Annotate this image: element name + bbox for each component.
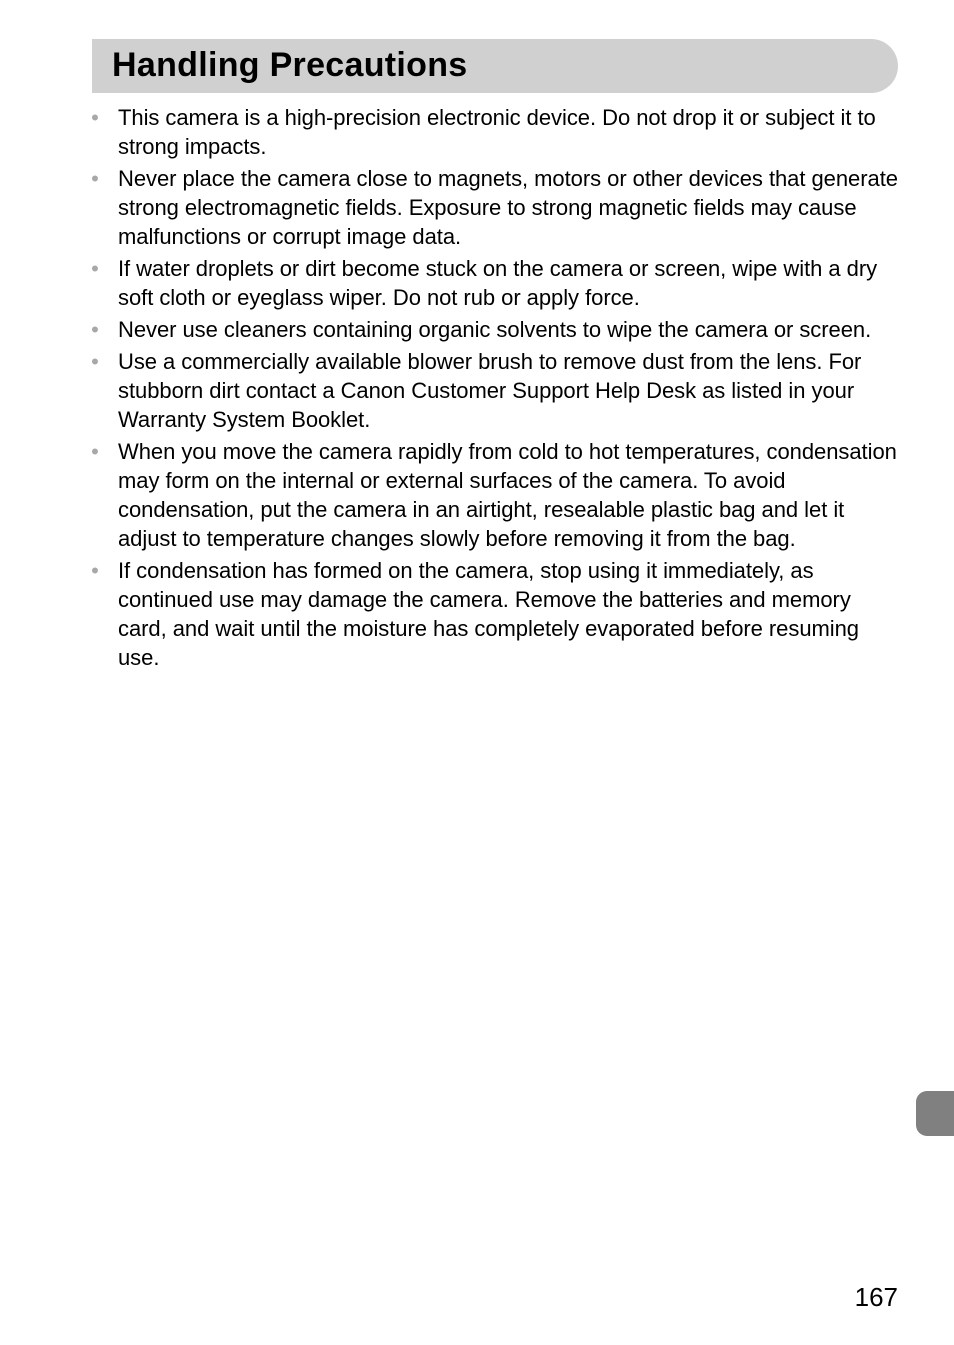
list-item-text: This camera is a high-precision electronic device. Do not drop it or subject it to strong impacts. bbox=[118, 105, 876, 159]
page-number: 167 bbox=[854, 1282, 898, 1312]
list-item-text: Use a commercially available blower brush to remove dust from the lens. For stubborn dirt contact a Canon Customer Support Help Desk as listed in your Warranty System Booklet. bbox=[118, 349, 862, 432]
list-item-text: When you move the camera rapidly from cold to hot temperatures, condensation may form on the internal or external surfaces of the camera. To avoid condensation, put the camera in an airtight, resealable plastic bag and let it adjust to temperature changes slowly before removing it from the bag. bbox=[118, 439, 897, 551]
bullet-icon: • bbox=[91, 317, 99, 342]
list-item-text: If water droplets or dirt become stuck on the camera or screen, wipe with a dry soft cloth or eyeglass wiper. Do not rub or apply force. bbox=[118, 256, 878, 310]
list-item-text: If condensation has formed on the camera, stop using it immediately, as continued use may damage the camera. Remove the batteries and memory card, and wait until the moisture has completely evaporated before resuming use. bbox=[118, 558, 859, 670]
list-item bbox=[88, 103, 898, 161]
bullet-icon: • bbox=[91, 105, 99, 130]
list-item bbox=[88, 347, 898, 434]
section-title-bar bbox=[92, 39, 898, 93]
bullet-icon: • bbox=[91, 256, 99, 281]
bullet-icon: • bbox=[91, 439, 99, 464]
list-item-text: Never use cleaners containing organic solvents to wipe the camera or screen. bbox=[118, 317, 872, 342]
bullet-icon: • bbox=[91, 166, 99, 191]
list-item-text: Never place the camera close to magnets, motors or other devices that generate strong electromagnetic fields. Exposure to strong magnetic fields may cause malfunctions or corrupt image data. bbox=[118, 166, 898, 249]
bullet-icon: • bbox=[91, 349, 99, 374]
list-item bbox=[88, 164, 898, 251]
list-item bbox=[88, 437, 898, 553]
list-item bbox=[88, 254, 898, 312]
page-title: Handling Precautions bbox=[112, 46, 468, 84]
bullet-icon: • bbox=[91, 558, 99, 583]
precautions-list bbox=[88, 103, 898, 675]
list-item bbox=[88, 315, 898, 344]
list-item bbox=[88, 556, 898, 672]
chapter-tab-marker bbox=[916, 1091, 954, 1136]
